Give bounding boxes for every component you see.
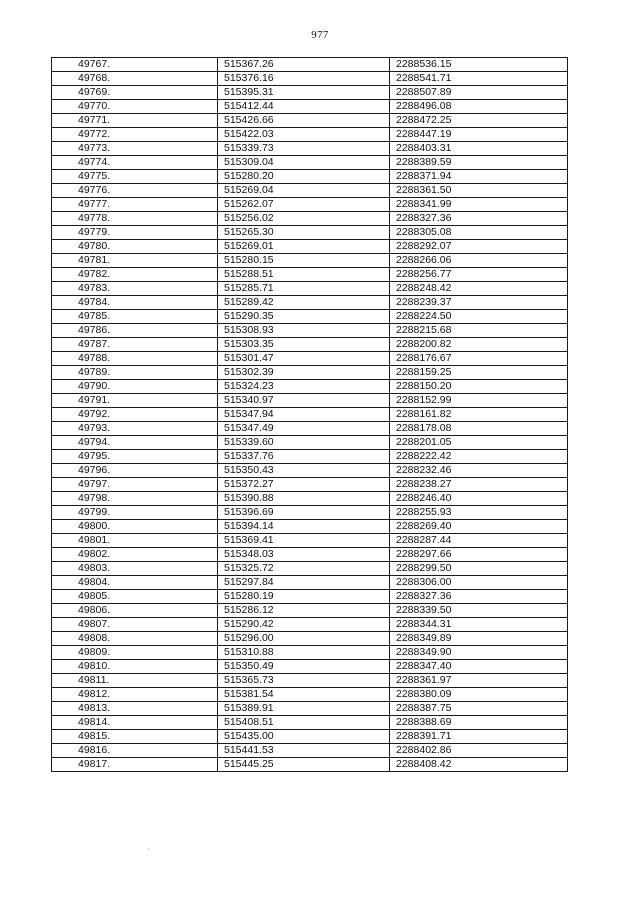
y-coordinate-cell: 2288361.97: [390, 674, 568, 688]
y-coordinate-cell: 2288305.08: [390, 226, 568, 240]
y-coordinate-cell: 2288159.25: [390, 366, 568, 380]
x-coordinate-cell: 515445.25: [218, 758, 390, 772]
y-coordinate-cell: 2288408.42: [390, 758, 568, 772]
y-coordinate-cell: 2288222.42: [390, 450, 568, 464]
point-id-cell: 49774.: [52, 156, 218, 170]
x-coordinate-cell: 515309.04: [218, 156, 390, 170]
y-coordinate-cell: 2288152.99: [390, 394, 568, 408]
x-coordinate-cell: 515324.23: [218, 380, 390, 394]
x-coordinate-cell: 515395.31: [218, 86, 390, 100]
y-coordinate-cell: 2288472.25: [390, 114, 568, 128]
y-coordinate-cell: 2288447.19: [390, 128, 568, 142]
x-coordinate-cell: 515308.93: [218, 324, 390, 338]
y-coordinate-cell: 2288402.86: [390, 744, 568, 758]
y-coordinate-cell: 2288327.36: [390, 212, 568, 226]
y-coordinate-cell: 2288349.89: [390, 632, 568, 646]
point-id-cell: 49784.: [52, 296, 218, 310]
point-id-cell: 49788.: [52, 352, 218, 366]
coordinates-table: [51, 57, 568, 772]
point-id-cell: 49801.: [52, 534, 218, 548]
table-row: [52, 744, 568, 758]
table-row: [52, 716, 568, 730]
x-coordinate-cell: 515297.84: [218, 576, 390, 590]
table-row: [52, 422, 568, 436]
y-coordinate-cell: 2288238.27: [390, 478, 568, 492]
page-number: 977: [311, 29, 329, 41]
x-coordinate-cell: 515369.41: [218, 534, 390, 548]
x-coordinate-cell: 515372.27: [218, 478, 390, 492]
x-coordinate-cell: 515290.35: [218, 310, 390, 324]
y-coordinate-cell: 2288349.90: [390, 646, 568, 660]
table-body: [52, 58, 568, 772]
x-coordinate-cell: 515347.49: [218, 422, 390, 436]
point-id-cell: 49770.: [52, 100, 218, 114]
x-coordinate-cell: 515265.30: [218, 226, 390, 240]
x-coordinate-cell: 515310.88: [218, 646, 390, 660]
y-coordinate-cell: 2288239.37: [390, 296, 568, 310]
point-id-cell: 49776.: [52, 184, 218, 198]
point-id-cell: 49809.: [52, 646, 218, 660]
table-row: [52, 702, 568, 716]
point-id-cell: 49807.: [52, 618, 218, 632]
point-id-cell: 49778.: [52, 212, 218, 226]
y-coordinate-cell: 2288200.82: [390, 338, 568, 352]
x-coordinate-cell: 515412.44: [218, 100, 390, 114]
table-row: [52, 758, 568, 772]
point-id-cell: 49767.: [52, 58, 218, 72]
point-id-cell: 49812.: [52, 688, 218, 702]
y-coordinate-cell: 2288380.09: [390, 688, 568, 702]
table-row: [52, 324, 568, 338]
point-id-cell: 49808.: [52, 632, 218, 646]
x-coordinate-cell: 515286.12: [218, 604, 390, 618]
table-row: [52, 310, 568, 324]
point-id-cell: 49781.: [52, 254, 218, 268]
point-id-cell: 49810.: [52, 660, 218, 674]
table-row: [52, 464, 568, 478]
point-id-cell: 49803.: [52, 562, 218, 576]
y-coordinate-cell: 2288387.75: [390, 702, 568, 716]
y-coordinate-cell: 2288255.93: [390, 506, 568, 520]
x-coordinate-cell: 515269.01: [218, 240, 390, 254]
x-coordinate-cell: 515390.88: [218, 492, 390, 506]
y-coordinate-cell: 2288150.20: [390, 380, 568, 394]
table-row: [52, 492, 568, 506]
x-coordinate-cell: 515340.97: [218, 394, 390, 408]
table-row: [52, 366, 568, 380]
x-coordinate-cell: 515256.02: [218, 212, 390, 226]
x-coordinate-cell: 515396.69: [218, 506, 390, 520]
y-coordinate-cell: 2288339.50: [390, 604, 568, 618]
y-coordinate-cell: 2288361.50: [390, 184, 568, 198]
point-id-cell: 49787.: [52, 338, 218, 352]
x-coordinate-cell: 515288.51: [218, 268, 390, 282]
x-coordinate-cell: 515426.66: [218, 114, 390, 128]
y-coordinate-cell: 2288389.59: [390, 156, 568, 170]
table-row: [52, 450, 568, 464]
point-id-cell: 49785.: [52, 310, 218, 324]
point-id-cell: 49797.: [52, 478, 218, 492]
y-coordinate-cell: 2288178.08: [390, 422, 568, 436]
y-coordinate-cell: 2288292.07: [390, 240, 568, 254]
x-coordinate-cell: 515280.15: [218, 254, 390, 268]
table-row: [52, 380, 568, 394]
point-id-cell: 49783.: [52, 282, 218, 296]
point-id-cell: 49790.: [52, 380, 218, 394]
table-row: [52, 156, 568, 170]
x-coordinate-cell: 515285.71: [218, 282, 390, 296]
y-coordinate-cell: 2288246.40: [390, 492, 568, 506]
point-id-cell: 49802.: [52, 548, 218, 562]
x-coordinate-cell: 515348.03: [218, 548, 390, 562]
table-row: [52, 436, 568, 450]
point-id-cell: 49805.: [52, 590, 218, 604]
point-id-cell: 49782.: [52, 268, 218, 282]
table-row: [52, 590, 568, 604]
x-coordinate-cell: 515408.51: [218, 716, 390, 730]
y-coordinate-cell: 2288161.82: [390, 408, 568, 422]
x-coordinate-cell: 515381.54: [218, 688, 390, 702]
x-coordinate-cell: 515367.26: [218, 58, 390, 72]
point-id-cell: 49814.: [52, 716, 218, 730]
y-coordinate-cell: 2288248.42: [390, 282, 568, 296]
point-id-cell: 49800.: [52, 520, 218, 534]
x-coordinate-cell: 515365.73: [218, 674, 390, 688]
y-coordinate-cell: 2288269.40: [390, 520, 568, 534]
table-row: [52, 296, 568, 310]
table-row: [52, 632, 568, 646]
table-row: [52, 72, 568, 86]
x-coordinate-cell: 515347.94: [218, 408, 390, 422]
y-coordinate-cell: 2288507.89: [390, 86, 568, 100]
y-coordinate-cell: 2288327.36: [390, 590, 568, 604]
point-id-cell: 49771.: [52, 114, 218, 128]
y-coordinate-cell: 2288176.67: [390, 352, 568, 366]
point-id-cell: 49775.: [52, 170, 218, 184]
point-id-cell: 49811.: [52, 674, 218, 688]
x-coordinate-cell: 515394.14: [218, 520, 390, 534]
x-coordinate-cell: 515376.16: [218, 72, 390, 86]
table-row: [52, 142, 568, 156]
table-row: [52, 268, 568, 282]
table-row: [52, 618, 568, 632]
y-coordinate-cell: 2288224.50: [390, 310, 568, 324]
x-coordinate-cell: 515441.53: [218, 744, 390, 758]
point-id-cell: 49815.: [52, 730, 218, 744]
point-id-cell: 49806.: [52, 604, 218, 618]
x-coordinate-cell: 515301.47: [218, 352, 390, 366]
point-id-cell: 49816.: [52, 744, 218, 758]
scan-speck: [148, 848, 149, 850]
y-coordinate-cell: 2288341.99: [390, 198, 568, 212]
point-id-cell: 49794.: [52, 436, 218, 450]
point-id-cell: 49798.: [52, 492, 218, 506]
table-row: [52, 408, 568, 422]
point-id-cell: 49791.: [52, 394, 218, 408]
y-coordinate-cell: 2288541.71: [390, 72, 568, 86]
table-row: [52, 506, 568, 520]
y-coordinate-cell: 2288371.94: [390, 170, 568, 184]
x-coordinate-cell: 515262.07: [218, 198, 390, 212]
table-row: [52, 730, 568, 744]
y-coordinate-cell: 2288388.69: [390, 716, 568, 730]
table-row: [52, 520, 568, 534]
table-row: [52, 240, 568, 254]
table-row: [52, 170, 568, 184]
table-row: [52, 86, 568, 100]
point-id-cell: 49769.: [52, 86, 218, 100]
x-coordinate-cell: 515280.20: [218, 170, 390, 184]
point-id-cell: 49796.: [52, 464, 218, 478]
y-coordinate-cell: 2288201.05: [390, 436, 568, 450]
table-row: [52, 128, 568, 142]
table-row: [52, 660, 568, 674]
point-id-cell: 49786.: [52, 324, 218, 338]
x-coordinate-cell: 515269.04: [218, 184, 390, 198]
table-row: [52, 534, 568, 548]
table-row: [52, 394, 568, 408]
point-id-cell: 49792.: [52, 408, 218, 422]
y-coordinate-cell: 2288496.08: [390, 100, 568, 114]
x-coordinate-cell: 515422.03: [218, 128, 390, 142]
point-id-cell: 49779.: [52, 226, 218, 240]
x-coordinate-cell: 515339.60: [218, 436, 390, 450]
point-id-cell: 49768.: [52, 72, 218, 86]
table-row: [52, 478, 568, 492]
table-row: [52, 114, 568, 128]
y-coordinate-cell: 2288287.44: [390, 534, 568, 548]
x-coordinate-cell: 515296.00: [218, 632, 390, 646]
y-coordinate-cell: 2288391.71: [390, 730, 568, 744]
point-id-cell: 49789.: [52, 366, 218, 380]
x-coordinate-cell: 515290.42: [218, 618, 390, 632]
table-row: [52, 352, 568, 366]
table-row: [52, 548, 568, 562]
point-id-cell: 49799.: [52, 506, 218, 520]
point-id-cell: 49793.: [52, 422, 218, 436]
y-coordinate-cell: 2288266.06: [390, 254, 568, 268]
y-coordinate-cell: 2288347.40: [390, 660, 568, 674]
table-row: [52, 212, 568, 226]
point-id-cell: 49795.: [52, 450, 218, 464]
x-coordinate-cell: 515325.72: [218, 562, 390, 576]
point-id-cell: 49777.: [52, 198, 218, 212]
table-row: [52, 604, 568, 618]
table-row: [52, 576, 568, 590]
x-coordinate-cell: 515435.00: [218, 730, 390, 744]
point-id-cell: 49804.: [52, 576, 218, 590]
x-coordinate-cell: 515280.19: [218, 590, 390, 604]
y-coordinate-cell: 2288306.00: [390, 576, 568, 590]
y-coordinate-cell: 2288344.31: [390, 618, 568, 632]
x-coordinate-cell: 515389.91: [218, 702, 390, 716]
x-coordinate-cell: 515302.39: [218, 366, 390, 380]
table-row: [52, 226, 568, 240]
table-row: [52, 254, 568, 268]
x-coordinate-cell: 515350.43: [218, 464, 390, 478]
table-row: [52, 58, 568, 72]
table-row: [52, 184, 568, 198]
y-coordinate-cell: 2288215.68: [390, 324, 568, 338]
y-coordinate-cell: 2288297.66: [390, 548, 568, 562]
y-coordinate-cell: 2288536.15: [390, 58, 568, 72]
y-coordinate-cell: 2288256.77: [390, 268, 568, 282]
point-id-cell: 49773.: [52, 142, 218, 156]
table-row: [52, 100, 568, 114]
y-coordinate-cell: 2288299.50: [390, 562, 568, 576]
table-row: [52, 674, 568, 688]
point-id-cell: 49780.: [52, 240, 218, 254]
table-row: [52, 646, 568, 660]
point-id-cell: 49817.: [52, 758, 218, 772]
table-row: [52, 282, 568, 296]
table-row: [52, 562, 568, 576]
x-coordinate-cell: 515303.35: [218, 338, 390, 352]
y-coordinate-cell: 2288232.46: [390, 464, 568, 478]
point-id-cell: 49772.: [52, 128, 218, 142]
x-coordinate-cell: 515337.76: [218, 450, 390, 464]
x-coordinate-cell: 515289.42: [218, 296, 390, 310]
table-row: [52, 198, 568, 212]
table-row: [52, 688, 568, 702]
x-coordinate-cell: 515350.49: [218, 660, 390, 674]
y-coordinate-cell: 2288403.31: [390, 142, 568, 156]
table-row: [52, 338, 568, 352]
point-id-cell: 49813.: [52, 702, 218, 716]
x-coordinate-cell: 515339.73: [218, 142, 390, 156]
